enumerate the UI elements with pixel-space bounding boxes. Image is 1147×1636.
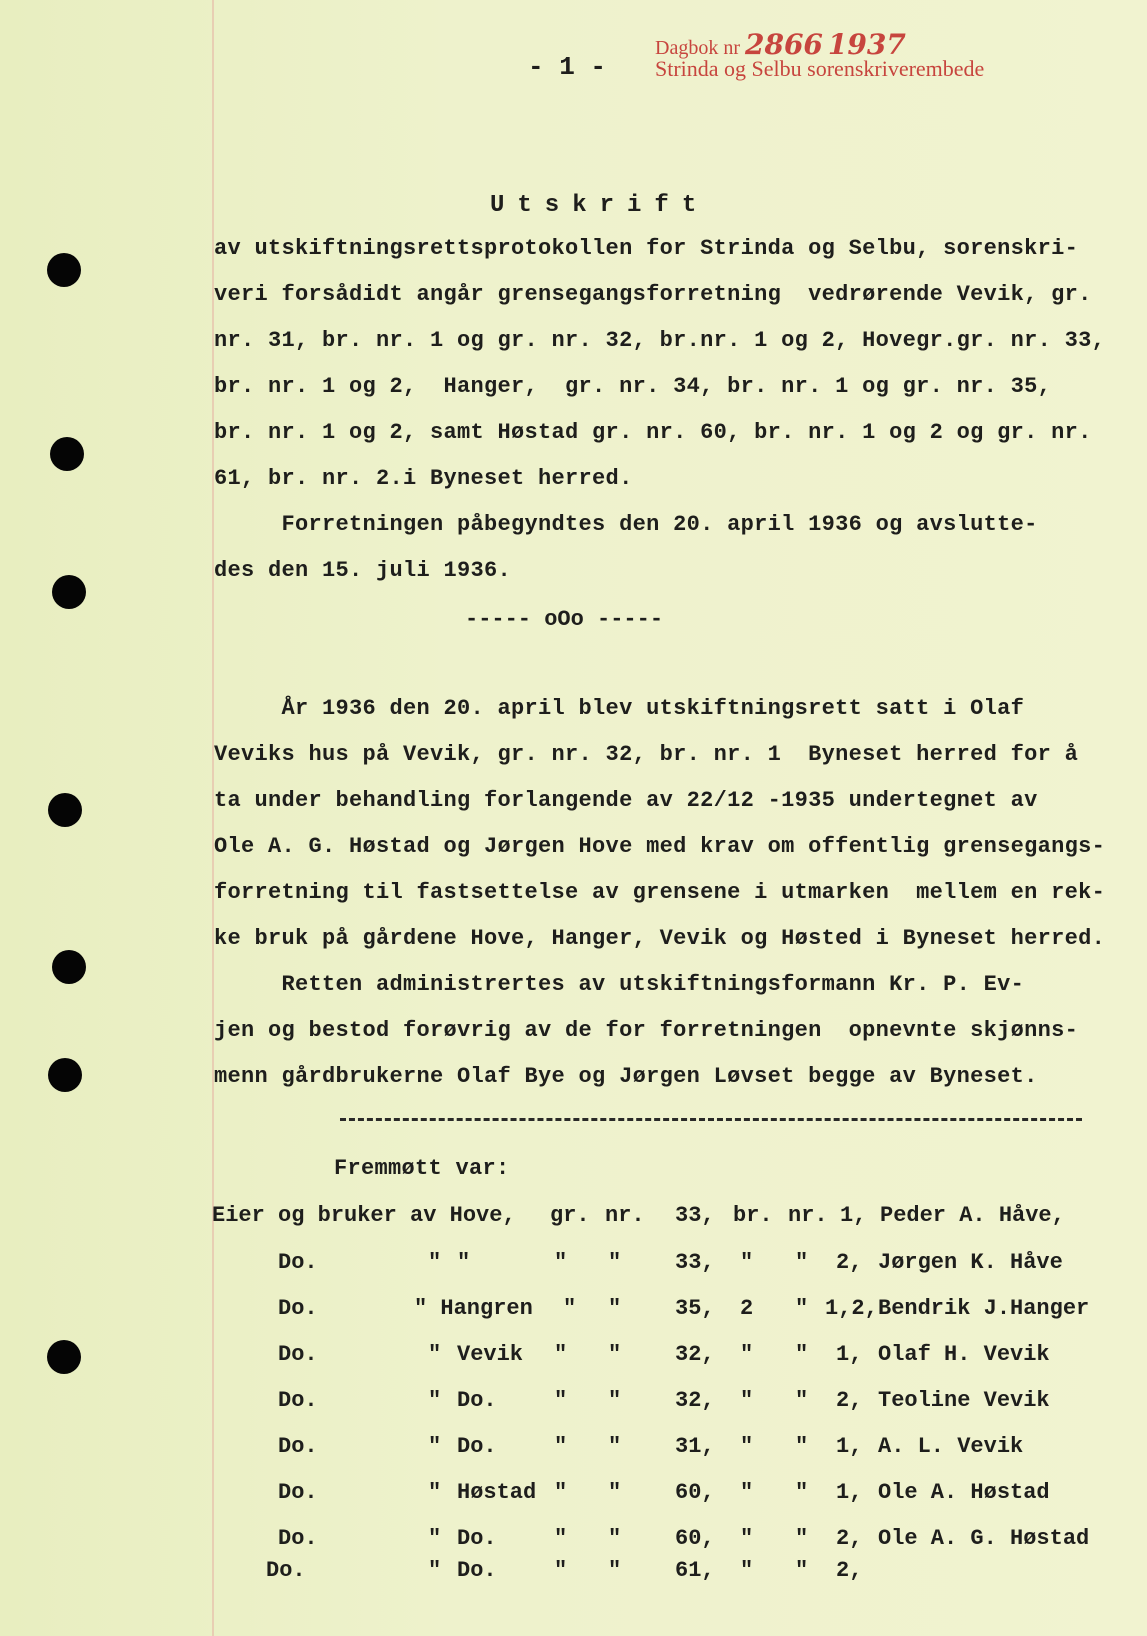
attendance-cell: ": [428, 1250, 442, 1275]
attendance-cell: ": [428, 1480, 442, 1505]
body-line: ke bruk på gårdene Hove, Hanger, Vevik og Høsted i Byneset herred.: [214, 926, 1106, 951]
attendance-cell: Jørgen K. Håve: [878, 1250, 1063, 1275]
attendance-cell: ": [795, 1388, 809, 1413]
attendance-cell: ": [608, 1388, 622, 1413]
attendance-cell: ": [554, 1558, 568, 1583]
attendance-cell: ": [554, 1250, 568, 1275]
attendance-cell: Do.: [457, 1434, 497, 1459]
body-line: Ole A. G. Høstad og Jørgen Hove med krav om offentlig grensegangs-: [214, 834, 1106, 859]
attendance-cell: 32,: [675, 1342, 715, 1367]
attendance-cell: 31,: [675, 1434, 715, 1459]
attendance-cell: Bendrik J.Hanger: [878, 1296, 1090, 1321]
attendance-cell: ": [795, 1480, 809, 1505]
section-separator: ----- oOo -----: [465, 607, 664, 632]
attendance-cell: 2: [740, 1296, 754, 1321]
attendance-heading: Fremmøtt var:: [334, 1156, 510, 1181]
attendance-cell: Do.: [278, 1388, 318, 1413]
attendance-cell: ": [608, 1480, 622, 1505]
attendance-cell: ": [428, 1342, 442, 1367]
body-line: Veviks hus på Vevik, gr. nr. 32, br. nr. 1 Byneset herred for å: [214, 742, 1079, 767]
attendance-cell: 2,: [836, 1558, 863, 1583]
punch-hole-2: [50, 437, 84, 471]
stamp-year: 1937: [827, 28, 906, 61]
attendance-cell: ": [740, 1558, 754, 1583]
attendance-cell: ": [554, 1342, 568, 1367]
attendance-cell: 2,: [836, 1388, 863, 1413]
punch-hole-7: [47, 1340, 81, 1374]
attendance-cell: ": [428, 1558, 442, 1583]
attendance-cell: ": [608, 1296, 622, 1321]
body-line: nr. 31, br. nr. 1 og gr. nr. 32, br.nr. 1 og 2, Hovegr.gr. nr. 33,: [214, 328, 1106, 353]
stamp-number: 2866: [744, 28, 823, 61]
attendance-cell: Ole A. Høstad: [878, 1480, 1050, 1505]
punch-hole-5: [52, 950, 86, 984]
attendance-cell: nr.: [605, 1203, 645, 1228]
attendance-cell: Do.: [278, 1526, 318, 1551]
attendance-cell: ": [795, 1296, 809, 1321]
attendance-cell: 2,: [836, 1250, 863, 1275]
attendance-cell: Høstad: [457, 1480, 537, 1505]
attendance-cell: ": [428, 1434, 442, 1459]
attendance-cell: ": [563, 1296, 577, 1321]
stamp-prefix: Dagbok nr: [655, 37, 740, 59]
body-line: veri forsådidt angår grensegangsforretning vedrørende Vevik, gr.: [214, 282, 1092, 307]
attendance-cell: 2,: [836, 1526, 863, 1551]
dashed-rule: [340, 1118, 1082, 1121]
attendance-cell: Do.: [278, 1434, 318, 1459]
attendance-cell: ": [740, 1480, 754, 1505]
page-number: - 1 -: [528, 52, 607, 82]
attendance-cell: 35,: [675, 1296, 715, 1321]
attendance-cell: Ole A. G. Høstad: [878, 1526, 1090, 1551]
attendance-cell: 1,: [836, 1480, 863, 1505]
attendance-cell: Teoline Vevik: [878, 1388, 1050, 1413]
attendance-cell: 1,: [836, 1434, 863, 1459]
attendance-cell: ": [608, 1342, 622, 1367]
document-title: Utskrift: [490, 192, 710, 219]
attendance-cell: 32,: [675, 1388, 715, 1413]
body-line: menn gårdbrukerne Olaf Bye og Jørgen Løvset begge av Byneset.: [214, 1064, 1038, 1089]
attendance-cell: Do.: [278, 1296, 318, 1321]
body-line: Retten administrertes av utskiftningsformann Kr. P. Ev-: [214, 972, 1025, 997]
body-line: br. nr. 1 og 2, Hanger, gr. nr. 34, br. nr. 1 og gr. nr. 35,: [214, 374, 1052, 399]
attendance-cell: ": [608, 1434, 622, 1459]
attendance-cell: 1,: [840, 1203, 867, 1228]
attendance-cell: 1,: [836, 1342, 863, 1367]
attendance-cell: Do.: [278, 1250, 318, 1275]
attendance-cell: ": [740, 1388, 754, 1413]
attendance-cell: 60,: [675, 1480, 715, 1505]
attendance-cell: nr.: [788, 1203, 828, 1228]
attendance-cell: 61,: [675, 1558, 715, 1583]
punch-hole-4: [48, 793, 82, 827]
attendance-cell: Do.: [457, 1526, 497, 1551]
attendance-cell: 33,: [675, 1250, 715, 1275]
attendance-cell: ": [608, 1250, 622, 1275]
attendance-cell: br.: [733, 1203, 773, 1228]
attendance-cell: ": [554, 1434, 568, 1459]
attendance-cell: ": [795, 1526, 809, 1551]
attendance-cell: Do.: [457, 1558, 497, 1583]
attendance-cell: Do.: [278, 1342, 318, 1367]
body-line: av utskiftningsrettsprotokollen for Strinda og Selbu, sorenskri-: [214, 236, 1079, 261]
attendance-cell: ": [608, 1558, 622, 1583]
body-line: År 1936 den 20. april blev utskiftningsrett satt i Olaf: [214, 696, 1025, 721]
attendance-cell: ": [457, 1250, 471, 1275]
attendance-cell: ": [554, 1388, 568, 1413]
body-line: br. nr. 1 og 2, samt Høstad gr. nr. 60, br. nr. 1 og 2 og gr. nr.: [214, 420, 1092, 445]
body-line: des den 15. juli 1936.: [214, 558, 512, 583]
attendance-cell: Peder A. Håve,: [880, 1203, 1065, 1228]
attendance-cell: ": [554, 1480, 568, 1505]
body-line: jen og bestod forøvrig av de for forretningen opnevnte skjønns-: [214, 1018, 1079, 1043]
attendance-cell: ": [740, 1342, 754, 1367]
attendance-cell: ": [795, 1558, 809, 1583]
attendance-cell: ": [795, 1434, 809, 1459]
attendance-cell: Do.: [266, 1558, 306, 1583]
attendance-cell: Do.: [457, 1388, 497, 1413]
punch-hole-3: [52, 575, 86, 609]
attendance-cell: 33,: [675, 1203, 715, 1228]
attendance-cell: Vevik: [457, 1342, 524, 1367]
body-line: 61, br. nr. 2.i Byneset herred.: [214, 466, 633, 491]
attendance-cell: ": [740, 1526, 754, 1551]
attendance-cell: ": [795, 1250, 809, 1275]
attendance-cell: ": [608, 1526, 622, 1551]
stamp-office: Strinda og Selbu sorenskriverembede: [655, 56, 985, 81]
attendance-cell: ": [795, 1342, 809, 1367]
punch-hole-1: [47, 253, 81, 287]
body-line: Forretningen påbegyndtes den 20. april 1936 og avslutte-: [214, 512, 1038, 537]
attendance-cell: 60,: [675, 1526, 715, 1551]
attendance-cell: Eier og bruker av Hove,: [212, 1203, 516, 1228]
punch-hole-6: [48, 1058, 82, 1092]
attendance-cell: " Hangren: [414, 1296, 533, 1321]
attendance-cell: Do.: [278, 1480, 318, 1505]
attendance-cell: 1,2,: [825, 1296, 878, 1321]
attendance-cell: ": [428, 1526, 442, 1551]
attendance-cell: ": [740, 1250, 754, 1275]
body-line: ta under behandling forlangende av 22/12 -1935 undertegnet av: [214, 788, 1038, 813]
attendance-cell: gr.: [550, 1203, 590, 1228]
body-line: forretning til fastsettelse av grensene i utmarken mellem en rek-: [214, 880, 1106, 905]
attendance-cell: ": [554, 1526, 568, 1551]
attendance-cell: ": [428, 1388, 442, 1413]
attendance-cell: A. L. Vevik: [878, 1434, 1024, 1459]
attendance-cell: Olaf H. Vevik: [878, 1342, 1050, 1367]
attendance-cell: ": [740, 1434, 754, 1459]
